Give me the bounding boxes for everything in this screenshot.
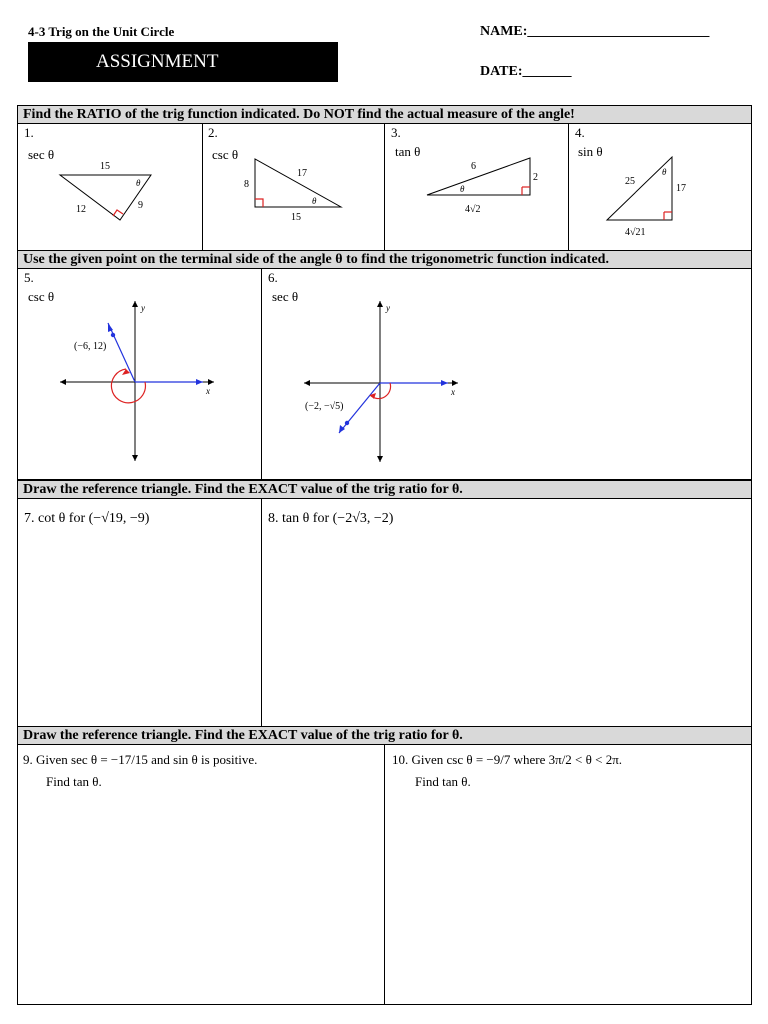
problem-2-cell [202,123,385,251]
worksheet-title: 4-3 Trig on the Unit Circle [28,24,175,39]
point-label: (−6, 12) [74,341,107,352]
coordinate-plane-5 [18,269,263,481]
side-label: 17 [676,183,686,194]
assignment-banner-text: ASSIGNMENT [96,51,219,72]
problem-number: 6. [268,270,278,285]
name-field[interactable]: NAME:__________________________ [480,24,710,39]
x-axis-label: x [451,387,455,397]
y-axis-label: y [386,303,390,313]
point-label: (−2, −√5) [305,401,344,412]
side-label: 17 [297,168,307,179]
side-label: 12 [76,204,86,215]
section4-heading: Draw the reference triangle. Find the EXACT value of the trig ratio for θ. [17,726,752,745]
problem-number: 4. [575,125,585,140]
side-label: 4√21 [625,227,646,238]
problem-10-cell[interactable] [384,744,752,1005]
section1-heading: Find the RATIO of the trig function indicated. Do NOT find the actual measure of the angle! [17,105,752,124]
problem-10-instruction: Find tan θ. [415,774,471,789]
side-label: 8 [244,179,249,190]
trig-function-label: sec θ [28,147,55,162]
problem-9-text: 9. Given sec θ = −17/15 and sin θ is positive. [23,752,258,767]
triangle-diagram-4 [569,124,753,252]
problem-6-cell [261,268,752,480]
problem-9-cell[interactable] [17,744,385,1005]
side-label: 15 [291,212,301,223]
side-label: 4√2 [465,204,481,215]
problem-1-cell [17,123,203,251]
trig-function-label: tan θ [395,144,421,159]
problem-number: 1. [24,125,34,140]
coordinate-plane-6 [262,269,753,481]
problem-5-cell [17,268,262,480]
problem-10-text: 10. Given csc θ = −9/7 where 3π/2 < θ < 2π. [392,752,623,767]
trig-function-label: sin θ [578,144,603,159]
triangle-diagram-1 [18,124,204,252]
trig-function-label: csc θ [28,289,55,304]
problem-number: 3. [391,125,401,140]
angle-theta-label: θ [662,167,667,177]
side-label: 25 [625,176,635,187]
y-axis-label: y [141,303,145,313]
problem-9-instruction: Find tan θ. [46,774,102,789]
section3-heading: Draw the reference triangle. Find the EXACT value of the trig ratio for θ. [17,480,752,499]
trig-function-label: sec θ [272,289,299,304]
side-label: 6 [471,161,476,172]
angle-theta-label: θ [312,196,317,206]
triangle-diagram-3 [385,124,570,252]
angle-theta-label: θ [136,178,141,188]
side-label: 2 [533,172,538,183]
side-label: 9 [138,200,143,211]
x-axis-label: x [206,386,210,396]
assignment-banner [28,42,338,82]
problem-8-cell[interactable] [261,498,752,727]
problem-4-cell [568,123,752,251]
date-field[interactable]: DATE:_______ [480,64,572,79]
problem-8-text: 8. tan θ for (−2√3, −2) [268,511,394,526]
trig-function-label: csc θ [212,147,239,162]
problem-7-text: 7. cot θ for (−√19, −9) [24,511,150,526]
section2-heading: Use the given point on the terminal side of the angle θ to find the trigonometric function indicated. [17,250,752,269]
problem-number: 2. [208,125,218,140]
side-label: 15 [100,161,110,172]
angle-theta-label: θ [460,184,465,194]
triangle-diagram-2 [203,124,386,252]
problem-number: 5. [24,270,34,285]
problem-3-cell [384,123,569,251]
problem-7-cell[interactable] [17,498,262,727]
